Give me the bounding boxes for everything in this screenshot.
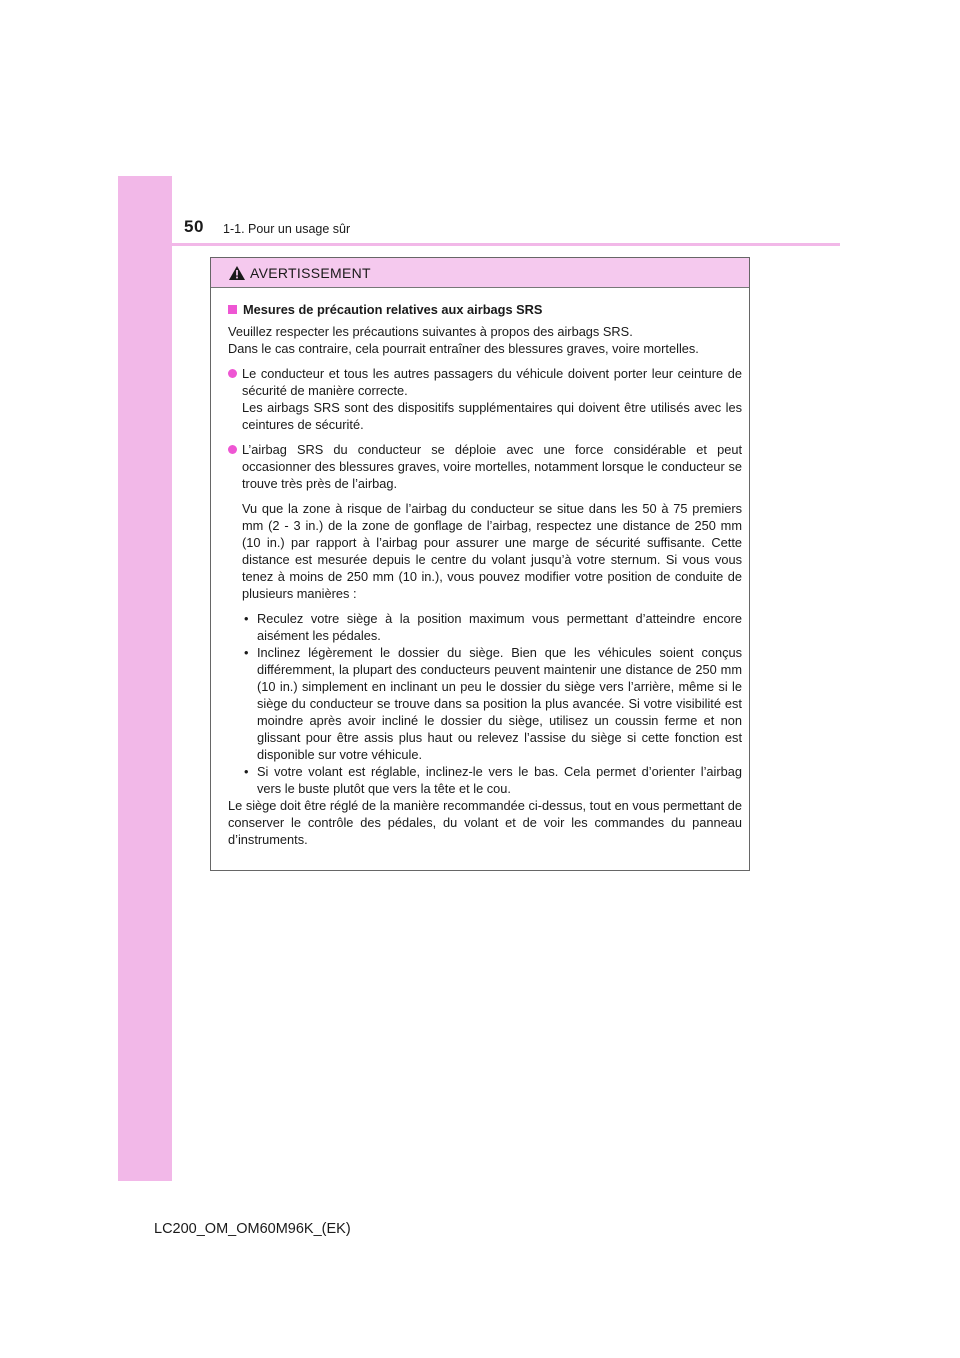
intro-line-1: Veuillez respecter les précautions suivantes à propos des airbags SRS. bbox=[228, 324, 633, 339]
page-number: 50 bbox=[184, 217, 204, 236]
model-code: LC200_OM_OM60M96K_(EK) bbox=[154, 1221, 351, 1237]
item-2-text: L’airbag SRS du conducteur se déploie avec une force considérable et peut occasionner des blessures graves, voire mortelles, notamment lorsque le conducteur se trouve très près de l’airbag. bbox=[242, 442, 742, 491]
bullet-item: • Si votre volant est réglable, inclinez-le vers le bas. Cela permet d’orienter l’airbag vers le buste plutôt que vers la tête et le cou. bbox=[244, 764, 742, 796]
closing-paragraph: Le siège doit être réglé de la manière recommandée ci-dessus, tout en vous permettant de conserver le contrôle des pédales, du volant et de voir les commandes du panneau d’instruments. bbox=[228, 798, 742, 847]
warning-triangle-icon bbox=[228, 265, 246, 281]
list-item-seatbelt bbox=[228, 365, 742, 433]
bullet-item: • Inclinez légèrement le dossier du siège. Bien que les véhicules soient conçus différemment, la plupart des conducteurs peuvent maintenir une distance de 250 mm (10 in.) simplement en inclinant un peu le dossier du siège vers l’arrière, même si le siège du conducteur se trouve dans sa position la plus avancée. Si votre visibilité est moindre après avoir incliné le dossier du siège, utilisez un coussin ferme et non glissant pour être assis plus haut ou relevez l’assise du siège si cette fonction est disponible sur votre véhicule. bbox=[244, 645, 742, 762]
section-heading bbox=[228, 301, 742, 318]
warning-title: AVERTISSEMENT bbox=[250, 264, 371, 281]
bullet-text: Inclinez légèrement le dossier du siège. Bien que les véhicules soient conçus différemment, la plupart des conducteurs peuvent maintenir une distance de 250 mm (10 in.) simplement en inclinant un peu le dossier du siège vers l’arrière, même si le siège du conducteur se trouve dans sa position la plus avancée. Si votre visibilité est moindre après avoir incliné le dossier du siège, utilisez un coussin ferme et non glissant pour être assis plus haut ou relevez l’assise du siège si cette fonction est disponible sur votre véhicule. bbox=[257, 645, 742, 762]
round-bullet-icon bbox=[228, 369, 237, 378]
intro-line-2: Dans le cas contraire, cela pourrait entraîner des blessures graves, voire mortelles. bbox=[228, 341, 699, 356]
bullet-item: • Reculez votre siège à la position maximum vous permettant d’atteindre encore aisément les pédales. bbox=[244, 611, 742, 643]
side-tab bbox=[118, 176, 172, 1181]
section-title: 1-1. Pour un usage sûr bbox=[223, 222, 351, 236]
warning-box bbox=[210, 257, 750, 871]
square-bullet-icon bbox=[228, 305, 237, 314]
header-rule bbox=[118, 243, 840, 246]
warning-header bbox=[211, 258, 749, 288]
round-bullet-icon bbox=[228, 445, 237, 454]
bullet-text: Reculez votre siège à la position maximum vous permettant d’atteindre encore aisément les pédales. bbox=[257, 611, 742, 643]
list-item-driver-airbag bbox=[228, 441, 742, 492]
bullet-text: Si votre volant est réglable, inclinez-le vers le bas. Cela permet d’orienter l’airbag vers le buste plutôt que vers la tête et le cou. bbox=[257, 764, 742, 796]
item-2-detail: Vu que la zone à risque de l’airbag du conducteur se situe dans les 50 à 75 premiers mm (2 - 3 in.) de la zone de gonflage de l’airbag, respectez une distance de 250 mm (10 in.) par rapport à l’airbag pour assurer une marge de sécurité suffisante. Cette distance est mesurée depuis le centre du volant jusqu’à votre sternum. Si vous vous tenez à moins de 250 mm (10 in.), vous pouvez modifier votre position de conduite de plusieurs manières : bbox=[242, 501, 742, 601]
warning-body bbox=[211, 288, 749, 848]
intro bbox=[228, 323, 742, 848]
bullet-list bbox=[228, 610, 742, 797]
item-1-line-2: Les airbags SRS sont des dispositifs supplémentaires qui doivent être utilisés avec les ceintures de sécurité. bbox=[242, 400, 742, 432]
item-1-line-1: Le conducteur et tous les autres passagers du véhicule doivent porter leur ceinture de sécurité de manière correcte. bbox=[242, 366, 742, 398]
heading-text: Mesures de précaution relatives aux airbags SRS bbox=[243, 302, 543, 317]
